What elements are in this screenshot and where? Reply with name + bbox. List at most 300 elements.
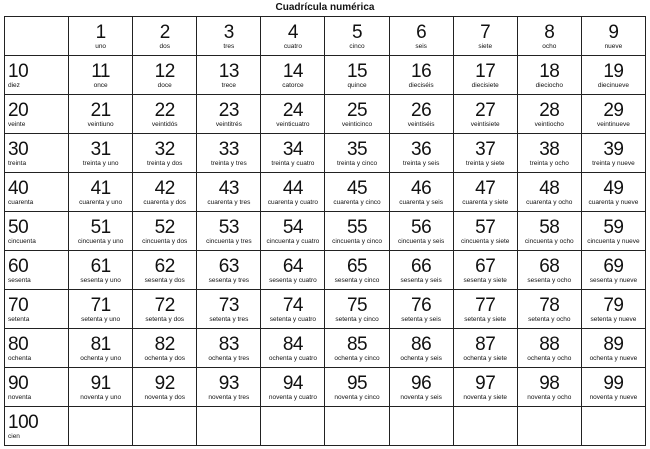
number-cell [454, 368, 517, 406]
number-cell [5, 134, 68, 172]
number-word: siete [478, 43, 493, 50]
number-word: veintidós [151, 121, 178, 128]
number-value: 17 [475, 61, 496, 82]
number-word: noventa y tres [208, 394, 250, 401]
grid-row [5, 251, 646, 290]
grid-cell [197, 212, 261, 251]
number-value: 29 [603, 100, 624, 121]
number-value: 30 [8, 139, 29, 160]
page-title: Cuadrícula numérica [275, 2, 375, 13]
number-cell [454, 329, 517, 367]
number-value: 5 [351, 22, 363, 43]
number-value: 21 [90, 100, 111, 121]
number-cell [518, 134, 581, 172]
number-cell [261, 329, 324, 367]
number-cell [518, 56, 581, 94]
grid-cell [261, 368, 325, 407]
number-value: 63 [218, 256, 239, 277]
number-word: setenta [8, 316, 30, 323]
number-cell [454, 95, 517, 133]
grid-row [5, 173, 646, 212]
number-cell [390, 212, 453, 250]
number-value: 37 [475, 139, 496, 160]
grid-cell [389, 329, 453, 368]
number-cell [5, 407, 68, 445]
number-word: treinta [8, 160, 27, 167]
number-word: ochenta y ocho [527, 355, 572, 362]
number-cell [69, 329, 132, 367]
number-cell [69, 173, 132, 211]
number-cell [133, 290, 196, 328]
number-word: ochenta y nueve [589, 355, 638, 362]
number-cell [325, 56, 388, 94]
number-cell [69, 95, 132, 133]
number-cell [454, 212, 517, 250]
number-word: setenta y seis [401, 316, 441, 323]
number-word: veinticinco [341, 121, 373, 128]
number-word: sesenta [8, 277, 31, 284]
number-cell [5, 173, 68, 211]
grid-cell [197, 290, 261, 329]
number-value: 16 [411, 61, 432, 82]
number-value: 36 [411, 139, 432, 160]
grid-cell [5, 251, 69, 290]
number-word: noventa y siete [463, 394, 508, 401]
number-cell [582, 173, 645, 211]
number-grid [4, 16, 646, 446]
grid-cell [133, 17, 197, 56]
grid-cell [517, 212, 581, 251]
number-cell [325, 212, 388, 250]
grid-cell [325, 134, 389, 173]
grid-cell [5, 95, 69, 134]
number-cell [325, 290, 388, 328]
number-value: 22 [154, 100, 175, 121]
number-value: 40 [8, 178, 29, 199]
number-cell [582, 368, 645, 406]
number-cell [133, 17, 196, 55]
number-value: 20 [8, 100, 29, 121]
number-word: diez [8, 82, 20, 89]
number-value: 33 [218, 139, 239, 160]
grid-cell [69, 95, 133, 134]
number-value: 7 [480, 22, 491, 43]
number-cell [261, 95, 324, 133]
grid-cell [197, 134, 261, 173]
grid-cell [325, 251, 389, 290]
number-word: dieciocho [535, 82, 564, 89]
grid-cell [581, 251, 645, 290]
grid-cell [133, 251, 197, 290]
grid-row [5, 95, 646, 134]
grid-cell [517, 251, 581, 290]
number-word: cuarenta y cuatro [267, 199, 319, 206]
number-cell [518, 368, 581, 406]
number-cell [261, 134, 324, 172]
number-value: 86 [411, 334, 432, 355]
grid-cell [517, 329, 581, 368]
grid-cell [197, 173, 261, 212]
number-word: setenta y tres [209, 316, 249, 323]
number-cell [390, 290, 453, 328]
number-word: nueve [604, 43, 623, 50]
number-value: 82 [154, 334, 175, 355]
number-word: diecisiete [471, 82, 499, 89]
number-word: treinta y seis [402, 160, 440, 167]
number-cell [454, 17, 517, 55]
number-word: setenta y nueve [590, 316, 637, 323]
number-cell [582, 251, 645, 289]
number-value: 83 [218, 334, 239, 355]
number-value: 23 [218, 100, 239, 121]
number-value: 69 [603, 256, 624, 277]
number-value: 95 [346, 373, 368, 394]
number-word: ochenta [8, 355, 32, 362]
grid-cell [389, 251, 453, 290]
grid-cell [133, 134, 197, 173]
number-word: sesenta y seis [400, 277, 442, 284]
number-cell [69, 56, 132, 94]
number-value: 28 [539, 100, 560, 121]
grid-cell [453, 329, 517, 368]
number-cell [390, 134, 453, 172]
grid-cell [581, 212, 645, 251]
grid-cell [5, 290, 69, 329]
empty-cell [197, 407, 261, 446]
grid-cell [325, 329, 389, 368]
grid-cell [517, 290, 581, 329]
number-value: 18 [539, 61, 560, 82]
number-word: once [93, 82, 108, 89]
grid-cell [389, 17, 453, 56]
grid-cell [261, 212, 325, 251]
grid-row [5, 407, 646, 446]
number-word: cincuenta y cinco [332, 238, 382, 245]
number-cell [261, 173, 324, 211]
number-cell [518, 17, 581, 55]
grid-row [5, 134, 646, 173]
number-value: 27 [475, 100, 496, 121]
number-word: veinticuatro [276, 121, 310, 128]
number-word: veintinueve [596, 121, 630, 128]
number-word: cuarenta y nueve [588, 199, 639, 206]
number-cell [454, 251, 517, 289]
number-cell [197, 17, 260, 55]
grid-cell [581, 173, 645, 212]
number-cell [518, 212, 581, 250]
grid-cell [197, 251, 261, 290]
grid-cell [133, 173, 197, 212]
number-cell [5, 212, 68, 250]
number-word: cincuenta y tres [206, 238, 252, 245]
grid-cell [517, 134, 581, 173]
empty-cell [389, 407, 453, 446]
number-value: 2 [159, 22, 170, 43]
number-cell [261, 290, 324, 328]
number-value: 55 [346, 217, 368, 238]
number-value: 19 [603, 61, 624, 82]
number-word: sesenta y nueve [589, 277, 638, 284]
grid-row [5, 290, 646, 329]
number-value: 74 [282, 295, 303, 316]
grid-cell [453, 17, 517, 56]
number-cell [5, 368, 68, 406]
grid-cell [5, 134, 69, 173]
grid-cell [325, 56, 389, 95]
number-cell [5, 95, 68, 133]
grid-cell [581, 95, 645, 134]
grid-cell [5, 329, 69, 368]
number-word: veintiuno [87, 121, 114, 128]
number-word: cincuenta y ocho [524, 238, 574, 245]
number-word: sesenta y ocho [527, 277, 572, 284]
number-value: 90 [8, 373, 29, 394]
number-word: cien [8, 433, 20, 440]
grid-cell [197, 56, 261, 95]
number-value: 12 [154, 61, 175, 82]
number-value: 73 [218, 295, 239, 316]
number-word: setenta y siete [464, 316, 507, 323]
grid-cell [453, 368, 517, 407]
number-word: catorce [282, 82, 304, 89]
number-cell [582, 329, 645, 367]
number-word: sesenta y cuatro [269, 277, 317, 284]
number-value: 45 [346, 178, 368, 199]
grid-cell [69, 134, 133, 173]
number-cell [390, 56, 453, 94]
grid-cell [261, 134, 325, 173]
number-word: cincuenta [8, 238, 36, 245]
number-word: sesenta y cinco [334, 277, 380, 284]
number-cell [261, 56, 324, 94]
number-value: 70 [8, 295, 29, 316]
grid-cell [517, 56, 581, 95]
number-word: cuarenta y siete [462, 199, 509, 206]
grid-cell [197, 17, 261, 56]
number-word: ochenta y seis [400, 355, 442, 362]
grid-cell [581, 134, 645, 173]
grid-cell [261, 95, 325, 134]
number-cell [133, 95, 196, 133]
number-cell [133, 212, 196, 250]
number-word: cuarenta [8, 199, 34, 206]
number-value: 42 [154, 178, 175, 199]
grid-cell [389, 134, 453, 173]
number-value: 6 [416, 22, 427, 43]
number-cell [454, 290, 517, 328]
number-cell [5, 329, 68, 367]
number-cell [5, 56, 68, 94]
number-value: 31 [90, 139, 111, 160]
number-word: diecinueve [597, 82, 629, 89]
number-word: ochenta y dos [144, 355, 185, 362]
number-value: 4 [287, 22, 298, 43]
number-value: 53 [218, 217, 239, 238]
number-value: 66 [411, 256, 432, 277]
number-value: 3 [223, 22, 234, 43]
number-cell [133, 329, 196, 367]
number-value: 49 [603, 178, 624, 199]
number-value: 98 [539, 373, 560, 394]
number-cell [390, 95, 453, 133]
number-cell [518, 95, 581, 133]
number-value: 65 [346, 256, 368, 277]
number-value: 47 [475, 178, 496, 199]
grid-cell [517, 173, 581, 212]
grid-cell [133, 368, 197, 407]
grid-cell [197, 329, 261, 368]
number-word: treinta y tres [210, 160, 247, 167]
number-cell [133, 173, 196, 211]
number-cell [582, 95, 645, 133]
number-word: noventa [8, 394, 32, 401]
grid-cell [133, 56, 197, 95]
grid-cell [581, 290, 645, 329]
number-word: cuarenta y cinco [333, 199, 381, 206]
number-value: 48 [539, 178, 560, 199]
number-word: ochenta y tres [208, 355, 250, 362]
grid-cell [325, 290, 389, 329]
grid-cell [325, 212, 389, 251]
empty-cell [5, 17, 69, 56]
number-value: 54 [282, 217, 303, 238]
grid-cell [197, 95, 261, 134]
number-word: cincuenta y seis [397, 238, 445, 245]
number-cell [197, 134, 260, 172]
number-word: treinta y siete [465, 160, 505, 167]
number-value: 64 [282, 256, 303, 277]
grid-cell [453, 134, 517, 173]
number-cell [390, 368, 453, 406]
number-value: 60 [8, 256, 29, 277]
number-value: 100 [8, 412, 39, 433]
number-value: 97 [475, 373, 496, 394]
number-value: 77 [475, 295, 496, 316]
number-cell [325, 368, 388, 406]
grid-cell [261, 290, 325, 329]
number-cell [261, 17, 324, 55]
number-value: 9 [608, 22, 619, 43]
number-cell [69, 212, 132, 250]
number-cell [197, 95, 260, 133]
number-value: 58 [539, 217, 560, 238]
number-cell [133, 251, 196, 289]
number-word: veintiséis [407, 121, 435, 128]
grid-cell [325, 95, 389, 134]
grid-cell [261, 17, 325, 56]
empty-cell [69, 407, 133, 446]
grid-cell [197, 368, 261, 407]
number-value: 14 [282, 61, 303, 82]
number-value: 87 [475, 334, 496, 355]
empty-cell [325, 407, 389, 446]
number-value: 56 [411, 217, 432, 238]
number-value: 10 [8, 61, 29, 82]
number-word: sesenta y tres [208, 277, 250, 284]
number-cell [390, 251, 453, 289]
number-cell [197, 329, 260, 367]
grid-row [5, 212, 646, 251]
grid-cell [453, 290, 517, 329]
grid-cell [261, 329, 325, 368]
grid-cell [261, 56, 325, 95]
number-value: 67 [475, 256, 496, 277]
number-word: noventa y cuatro [268, 394, 317, 401]
number-word: ochenta y cuatro [268, 355, 317, 362]
number-cell [454, 173, 517, 211]
number-cell [454, 56, 517, 94]
number-word: ochenta y uno [80, 355, 122, 362]
grid-cell [69, 56, 133, 95]
number-value: 13 [218, 61, 239, 82]
number-value: 44 [282, 178, 303, 199]
number-word: cincuenta y uno [77, 238, 124, 245]
number-value: 1 [95, 22, 106, 43]
number-word: setenta y dos [145, 316, 185, 323]
grid-cell [5, 407, 69, 446]
number-value: 68 [539, 256, 560, 277]
grid-cell [69, 329, 133, 368]
number-value: 35 [346, 139, 368, 160]
number-word: treinta y uno [82, 160, 119, 167]
number-cell [325, 17, 388, 55]
grid-cell [69, 173, 133, 212]
number-cell [518, 329, 581, 367]
number-value: 76 [411, 295, 432, 316]
number-value: 81 [90, 334, 111, 355]
grid-cell [581, 329, 645, 368]
number-word: cincuenta y dos [142, 238, 188, 245]
number-word: noventa y nueve [589, 394, 638, 401]
number-value: 11 [91, 61, 110, 82]
empty-cell [581, 407, 645, 446]
number-word: dos [159, 43, 170, 50]
empty-cell [261, 407, 325, 446]
number-word: setenta y uno [81, 316, 121, 323]
grid-cell [69, 290, 133, 329]
grid-cell [581, 368, 645, 407]
number-cell [69, 368, 132, 406]
grid-cell [133, 329, 197, 368]
grid-cell [69, 368, 133, 407]
number-word: cuarenta y tres [207, 199, 251, 206]
number-word: cuatro [283, 43, 302, 50]
number-word: noventa y uno [80, 394, 122, 401]
number-cell [197, 368, 260, 406]
number-word: ochenta y cinco [334, 355, 380, 362]
grid-cell [325, 17, 389, 56]
number-cell [390, 329, 453, 367]
grid-cell [325, 173, 389, 212]
empty-cell [453, 407, 517, 446]
number-word: sesenta y dos [144, 277, 185, 284]
grid-cell [453, 95, 517, 134]
grid-cell [69, 251, 133, 290]
number-cell [582, 56, 645, 94]
grid-cell [5, 56, 69, 95]
number-word: doce [157, 82, 172, 89]
number-word: veinte [8, 121, 26, 128]
number-word: cincuenta y nueve [587, 238, 640, 245]
number-value: 71 [90, 295, 111, 316]
number-cell [325, 134, 388, 172]
number-word: cincuenta y cuatro [266, 238, 320, 245]
number-cell [325, 173, 388, 211]
number-cell [133, 134, 196, 172]
number-word: setenta y ocho [528, 316, 571, 323]
number-cell [390, 173, 453, 211]
number-value: 62 [154, 256, 175, 277]
